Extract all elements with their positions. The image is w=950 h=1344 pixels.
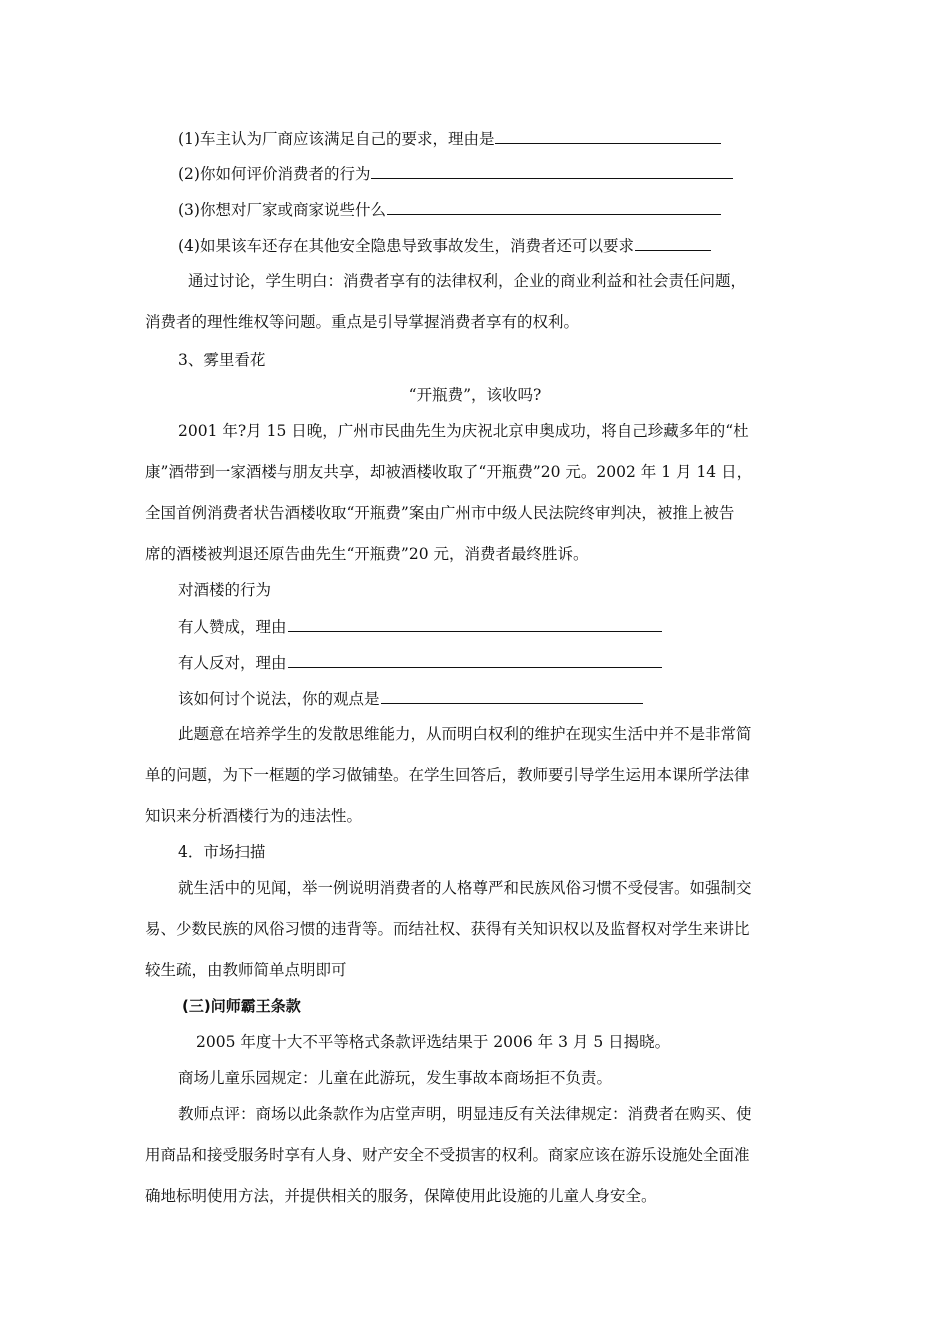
section-three-line-2: 商场儿童乐园规定：儿童在此游玩，发生事故本商场拒不负责。 — [178, 1069, 613, 1087]
case-line-2: 康”酒带到一家酒楼与朋友共享，却被酒楼收取了“开瓶费”20 元。2002 年 1 月 14 日， — [145, 463, 753, 481]
answer-blank-4[interactable] — [635, 235, 711, 251]
oppose-blank[interactable] — [288, 652, 662, 668]
question-4-text: (4)如果该车还存在其他安全隐患导致事故发生，消费者还可以要求 — [178, 237, 634, 255]
note-line-1: 此题意在培养学生的发散思维能力，从而明白权利的维护在现实生活中并不是非常简 — [178, 725, 752, 743]
section-4-line-3: 较生疏，由教师简单点明即可 — [145, 961, 347, 979]
note-line-3: 知识来分析酒楼行为的违法性。 — [145, 807, 363, 825]
section-4-line-1: 就生活中的见闻，举一例说明消费者的人格尊严和民族风俗习惯不受侵害。如强制交 — [178, 879, 752, 897]
case-line-1: 2001 年?月 15 日晚，广州市民曲先生为庆祝北京申奥成功，将自己珍藏多年的“杜 — [178, 422, 749, 440]
answer-blank-1[interactable] — [495, 128, 721, 144]
question-4 — [178, 235, 711, 255]
comment-line-1: 教师点评：商场以此条款作为店堂声明，明显违反有关法律规定：消费者在购买、使 — [178, 1105, 752, 1123]
question-1-text: (1)车主认为厂商应该满足自己的要求，理由是 — [178, 130, 495, 148]
case-prompt: 对酒楼的行为 — [178, 581, 272, 599]
section-three-heading: (三)问师霸王条款 — [182, 997, 301, 1015]
case-line-4: 席的酒楼被判退还原告曲先生“开瓶费”20 元，消费者最终胜诉。 — [145, 545, 589, 563]
agree-blank[interactable] — [288, 616, 662, 632]
agree-line — [178, 616, 662, 636]
oppose-line — [178, 652, 662, 672]
question-3 — [178, 199, 721, 219]
comment-line-2: 用商品和接受服务时享有人身、财产安全不受损害的权利。商家应该在游乐设施处全面准 — [145, 1146, 750, 1164]
question-2-text: (2)你如何评价消费者的行为 — [178, 165, 371, 183]
opinion-text: 该如何讨个说法，你的观点是 — [178, 690, 380, 708]
case-title: “开瓶费”，该收吗? — [408, 386, 542, 404]
question-3-text: (3)你想对厂家或商家说些什么 — [178, 201, 386, 219]
answer-blank-3[interactable] — [387, 199, 721, 215]
question-1 — [178, 128, 721, 148]
discussion-line-2: 消费者的理性维权等问题。重点是引导掌握消费者享有的权利。 — [145, 313, 580, 331]
section-3-heading: 3、雾里看花 — [178, 351, 266, 369]
note-line-2: 单的问题，为下一框题的学习做铺垫。在学生回答后，教师要引导学生运用本课所学法律 — [145, 766, 750, 784]
answer-blank-2[interactable] — [371, 163, 733, 179]
comment-line-3: 确地标明使用方法，并提供相关的服务，保障使用此设施的儿童人身安全。 — [145, 1187, 657, 1205]
case-line-3: 全国首例消费者状告酒楼收取“开瓶费”案由广州市中级人民法院终审判决，被推上被告 — [145, 504, 735, 522]
opinion-blank[interactable] — [381, 688, 643, 704]
section-three-line-1: 2005 年度十大不平等格式条款评选结果于 2006 年 3 月 5 日揭晓。 — [196, 1033, 671, 1051]
discussion-line-1: 通过讨论，学生明白：消费者享有的法律权利，企业的商业利益和社会责任问题， — [188, 272, 747, 290]
opinion-line — [178, 688, 643, 708]
section-4-heading: 4．市场扫描 — [178, 843, 266, 861]
question-2 — [178, 163, 733, 183]
oppose-text: 有人反对，理由 — [178, 654, 287, 672]
agree-text: 有人赞成，理由 — [178, 618, 287, 636]
section-4-line-2: 易、少数民族的风俗习惯的违背等。而结社权、获得有关知识权以及监督权对学生来讲比 — [145, 920, 750, 938]
